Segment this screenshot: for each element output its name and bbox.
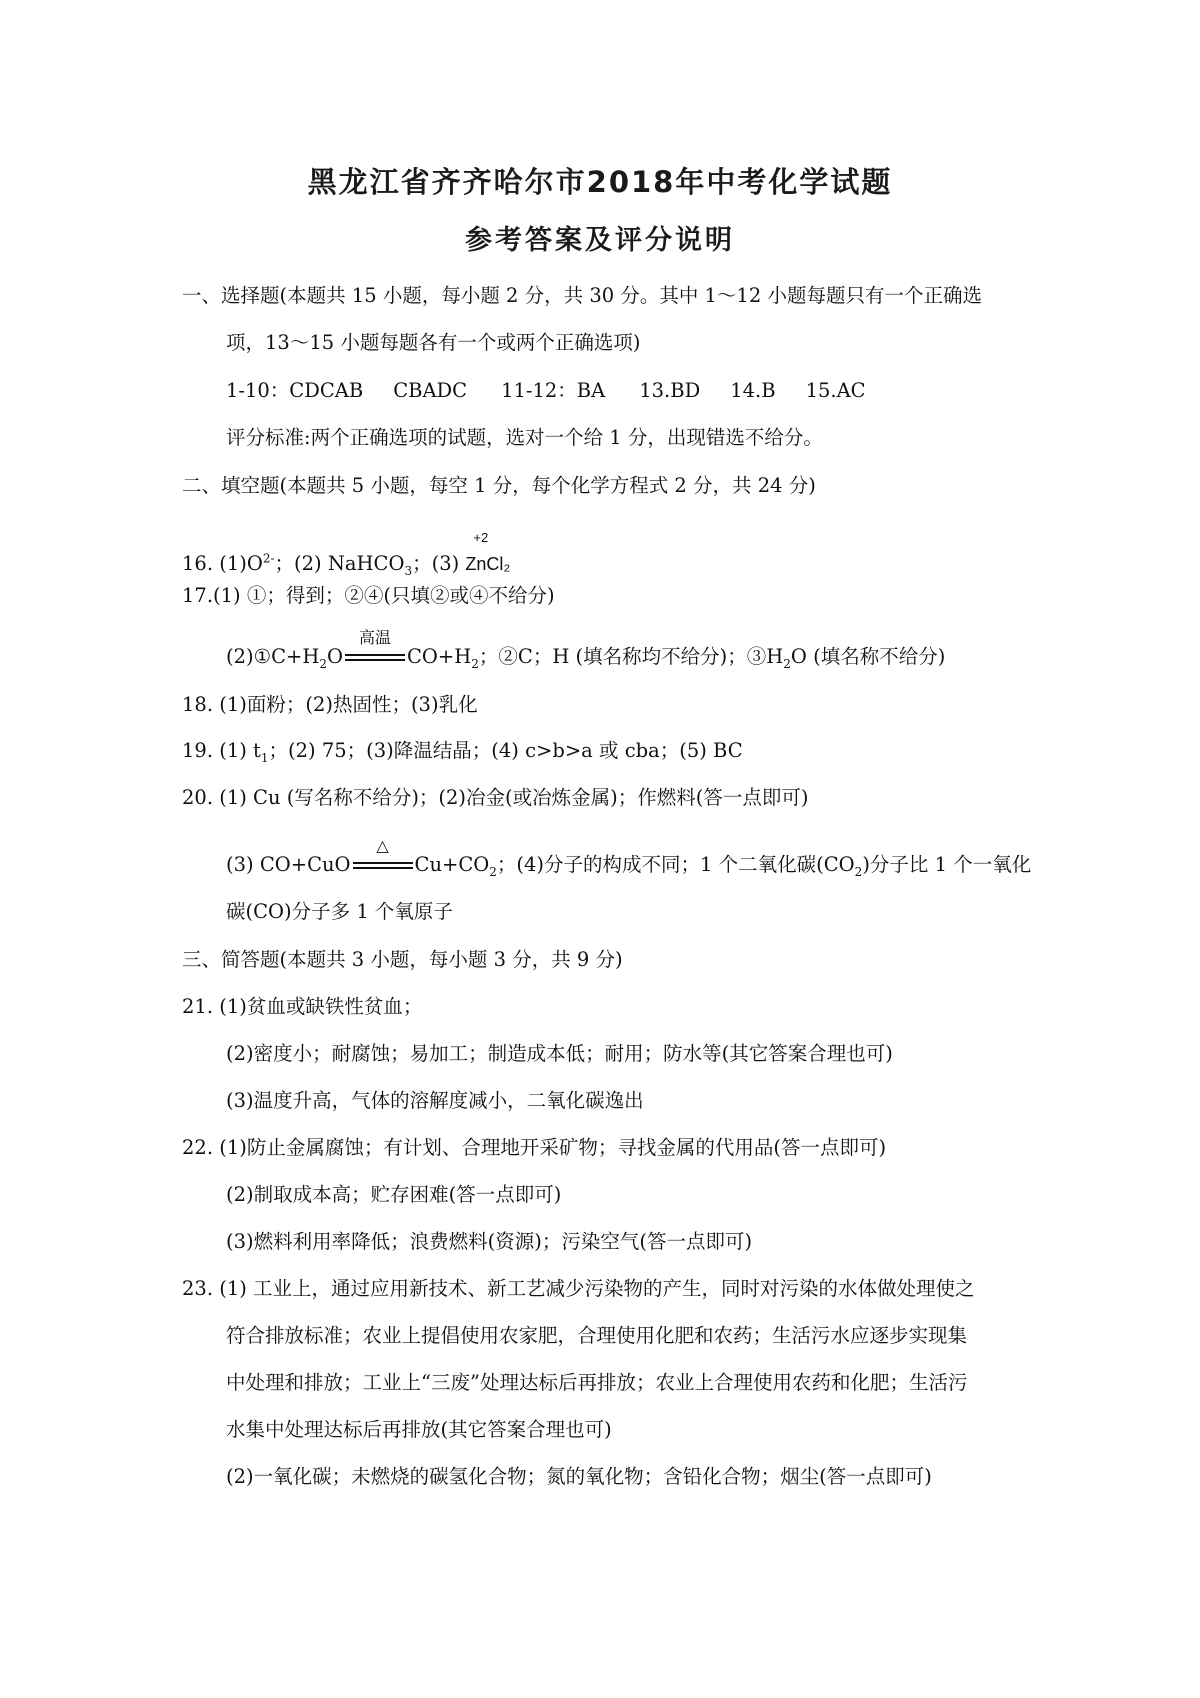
section-1-answers — [226, 378, 866, 404]
question-17-part-2: $(2)①C+H_2O$ 高温 $CO+H_2$；②C；H (填名称均不给分)；$③H_2O$ (填名称不给分) — [226, 627, 946, 671]
question-23-line-2: 符合排放标准；农业上提倡使用农家肥，合理使用化肥和农药；生活污水应逐步实现集 — [226, 1324, 968, 1347]
question-23-line-3: 中处理和排放；工业上“三废”处理达标后再排放；农业上合理使用农药和化肥；生活污 — [226, 1371, 968, 1394]
question-23-line-1: 23. (1) 工业上，通过应用新技术、新工艺减少污染物的产生，同时对污染的水体做处理使之 — [182, 1277, 975, 1300]
section-3-heading: 三、简答题(本题共 3 小题，每小题 3 分，共 9 分) — [182, 948, 623, 971]
question-22-part-3: (3)燃料利用率降低；浪费燃料(资源)；污染空气(答一点即可) — [226, 1230, 753, 1253]
answers-6-10: CBADC — [393, 379, 468, 402]
section-1-heading-cont: 项，13～15 小题每题各有一个或两个正确选项) — [226, 331, 641, 354]
document-title: 黑龙江省齐齐哈尔市2018年中考化学试题 — [307, 165, 893, 199]
question-22-part-2: (2)制取成本高；贮存困难(答一点即可) — [226, 1183, 562, 1206]
answers-1-5: 1-10：CDCAB — [226, 379, 364, 402]
section-1-heading: 一、选择题(本题共 15 小题，每小题 2 分，共 30 分。其中 1～12 小题每题只有一个正确选 — [182, 284, 982, 307]
question-22-part-1: 22. (1)防止金属腐蚀；有计划、合理地开采矿物；寻找金属的代用品(答一点即可) — [182, 1136, 887, 1159]
zncl2-formula: +2 ZnCl₂ — [465, 547, 510, 577]
question-18: 18. (1)面粉；(2)热固性；(3)乳化 — [182, 693, 478, 716]
section-2-heading: 二、填空题(本题共 5 小题，每空 1 分，每个化学方程式 2 分，共 24 分) — [182, 474, 816, 497]
section-1-criteria: 评分标准:两个正确选项的试题，选对一个给 1 分，出现错选不给分。 — [226, 426, 823, 449]
question-21-part-3: (3)温度升高，气体的溶解度减小，二氧化碳逸出 — [226, 1089, 644, 1112]
question-23-line-5: (2)一氧化碳；未燃烧的碳氢化合物；氮的氧化物；含铅化合物；烟尘(答一点即可) — [226, 1465, 932, 1488]
answer-15: 15.AC — [805, 379, 866, 402]
reaction-condition-heat: △ — [351, 859, 415, 873]
answers-11-12: 11-12：BA — [501, 379, 606, 402]
question-21-part-1: 21. (1)贫血或缺铁性贫血； — [182, 995, 423, 1018]
question-21-part-2: (2)密度小；耐腐蚀；易加工；制造成本低；耐用；防水等(其它答案合理也可) — [226, 1042, 893, 1065]
question-19: 19. (1) $t_1$；(2) 75；(3)降温结晶；(4) c>b>a 或 cba；(5) BC — [182, 739, 743, 765]
question-16: 16. $(1)O^{2-}$；(2) NaHCO$_3$；(3) +2 ZnCl₂ — [182, 547, 510, 577]
document-subtitle: 参考答案及评分说明 — [465, 225, 735, 256]
question-17-part-1: 17.(1) ①；得到；②④(只填②或④不给分) — [182, 584, 555, 607]
question-20-part-3: 碳(CO)分子多 1 个氧原子 — [226, 900, 453, 923]
question-20-part-2: (3) CO+CuO △ $Cu+CO_2$；(4)分子的构成不同；1 个二氧化碳$(CO_2)$分子比 1 个一氧化 — [226, 835, 1032, 879]
reaction-condition-high-temp: 高温 — [343, 651, 407, 665]
valence-label: +2 — [473, 530, 489, 545]
question-20-part-1: 20. (1) Cu (写名称不给分)；(2)冶金(或冶炼金属)；作燃料(答一点即可) — [182, 786, 809, 809]
question-23-line-4: 水集中处理达标后再排放(其它答案合理也可) — [226, 1418, 612, 1441]
answer-13: 13.BD — [639, 379, 701, 402]
answer-14: 14.B — [730, 379, 776, 402]
